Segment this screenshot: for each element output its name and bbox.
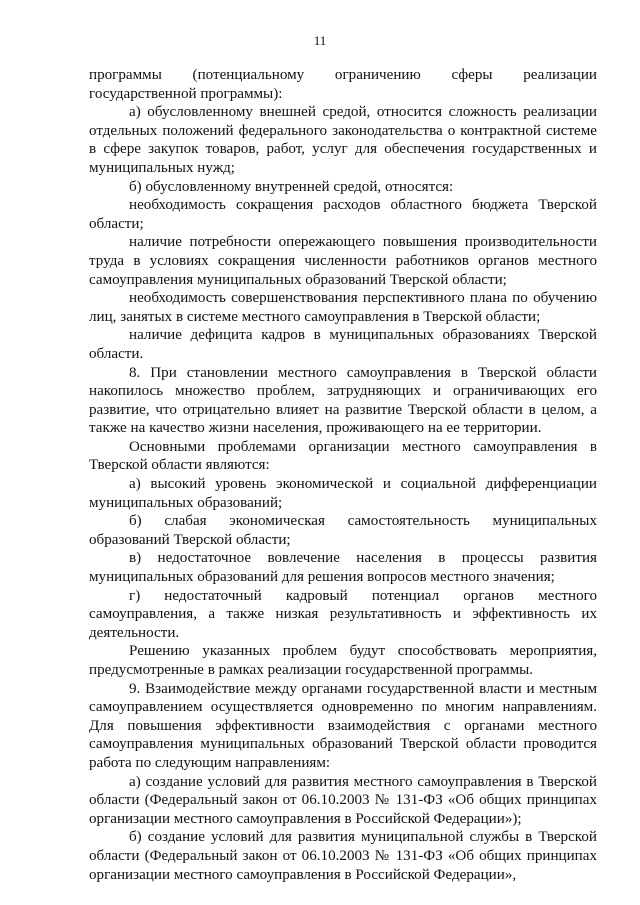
paragraph: Основными проблемами организации местного самоуправления в Тверской области являются: xyxy=(89,438,597,474)
paragraph: а) создание условий для развития местного самоуправления в Тверской области (Федеральный закон от 06.10.2003 № 131-ФЗ «Об общих принципах организации местного самоуправления в Российской Федерации»); xyxy=(89,773,597,827)
paragraph: наличие потребности опережающего повышения производительности труда в условиях сокращения численности работников органов местного самоуправления муниципальных образований Тверской области; xyxy=(89,234,597,288)
paragraph: 9. Взаимодействие между органами государственной власти и местным самоуправлением осуществляется одновременно по многим направлениям. Для повышения эффективности взаимодействия с органами местного самоуправления муниципальных образований Тверской области проводится работа по следующим направлениям: xyxy=(89,680,597,771)
paragraph: г) недостаточный кадровый потенциал органов местного самоуправления, а также низкая результативность и эффективность их деятельности. xyxy=(89,587,597,641)
paragraph: 8. При становлении местного самоуправления в Тверской области накопилось множество проблем, затрудняющих и ограничивающих его развитие, что отрицательно влияет на развитие Тверской области в целом, а также на качество жизни населения, проживающего на ее территории. xyxy=(89,364,597,437)
paragraph: б) создание условий для развития муниципальной службы в Тверской области (Федеральный закон от 06.10.2003 № 131-ФЗ «Об общих принципах организации местного самоуправления в Российской Федерации», xyxy=(89,829,597,883)
paragraph: необходимость совершенствования перспективного плана по обучению лиц, занятых в системе местного самоуправления в Тверской области; xyxy=(89,290,597,325)
paragraph: б) обусловленному внутренней средой, относятся: xyxy=(129,178,454,195)
paragraph: а) высокий уровень экономической и социальной дифференциации муниципальных образований; xyxy=(89,476,597,511)
page-number: 11 xyxy=(313,33,327,48)
document-body xyxy=(89,66,597,884)
paragraph: наличие дефицита кадров в муниципальных образованиях Тверской области. xyxy=(89,327,597,362)
paragraph: в) недостаточное вовлечение населения в процессы развития муниципальных образований для решения вопросов местного значения; xyxy=(89,550,597,586)
paragraph: а) обусловленному внешней средой, относится сложность реализации отдельных положений федерального законодательства о контрактной системе в сфере закупок товаров, работ, услуг для обеспечения государственных и муниципальных нужд; xyxy=(89,104,597,176)
paragraph: программы (потенциальному ограничению сферы реализации государственной программы): xyxy=(89,67,597,102)
paragraph: б) слабая экономическая самостоятельность муниципальных образований Тверской области; xyxy=(89,513,597,548)
paragraph: необходимость сокращения расходов областного бюджета Тверской области; xyxy=(89,197,597,232)
paragraph: Решению указанных проблем будут способствовать мероприятия, предусмотренные в рамках реализации государственной программы. xyxy=(89,643,597,678)
